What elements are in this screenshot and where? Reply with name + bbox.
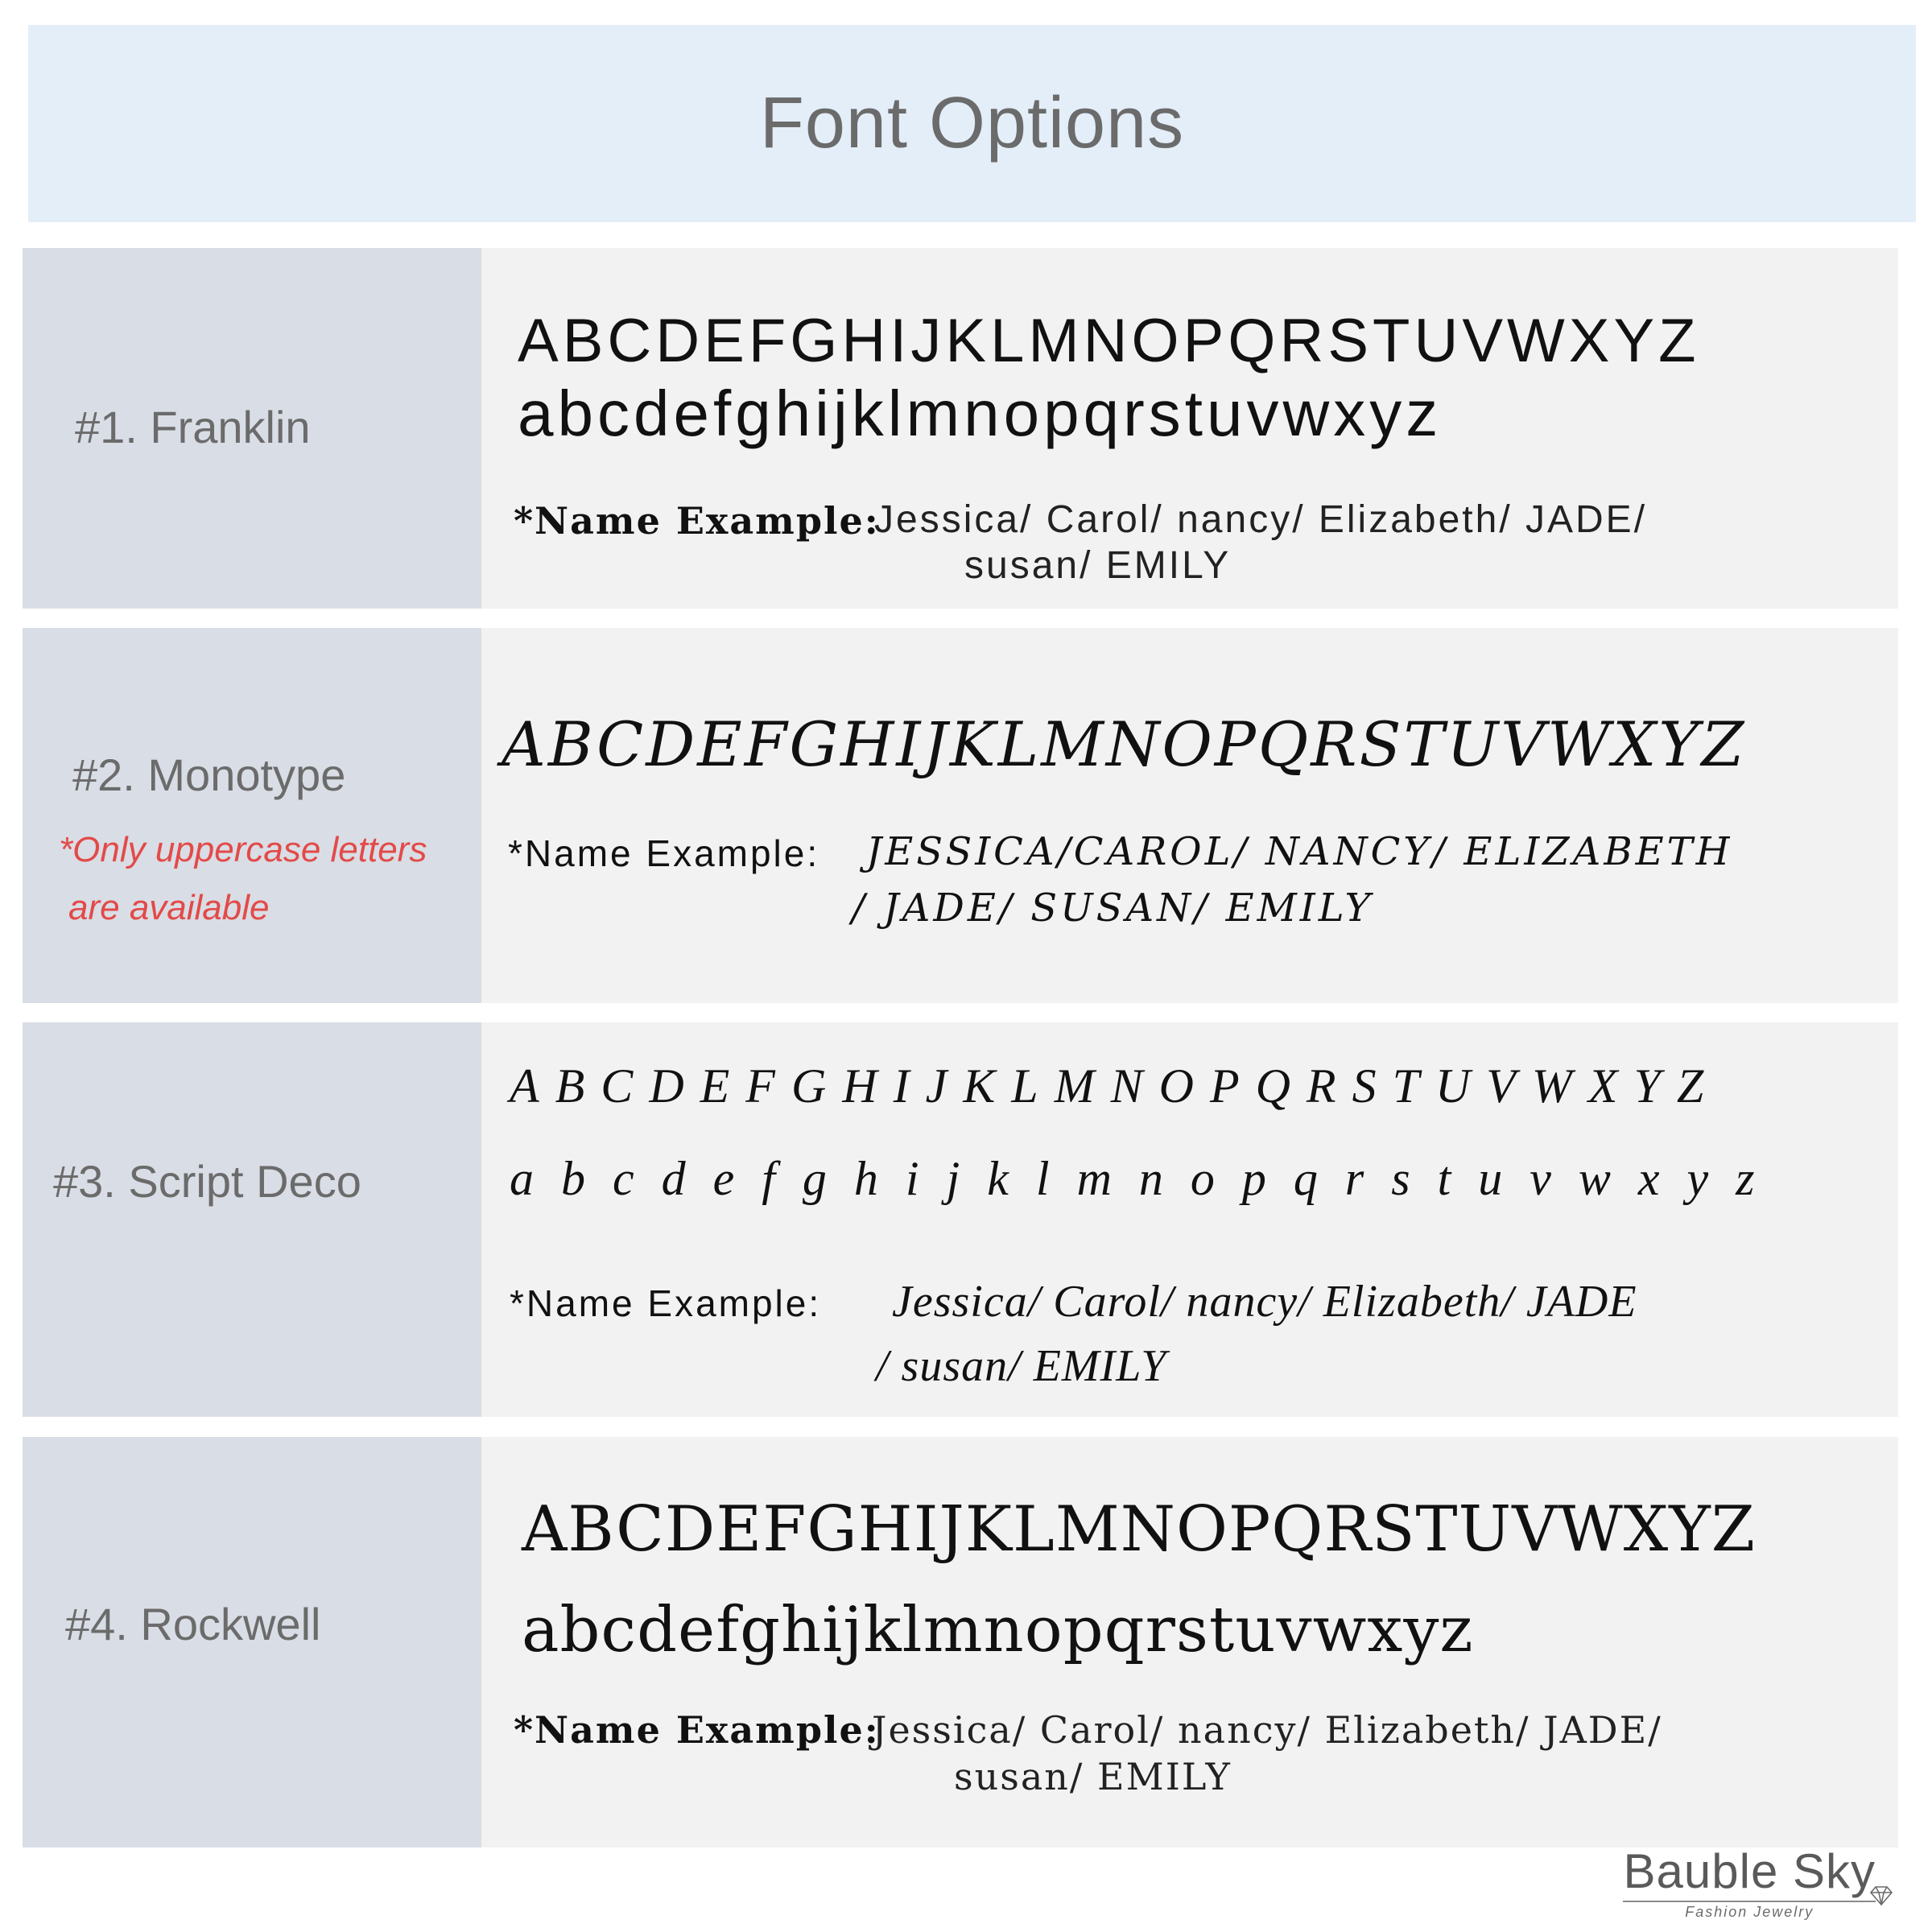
name-example-line1: Jessica/ Carol/ nancy/ Elizabeth/ JADE/: [874, 498, 1648, 541]
lowercase-sample: abcdefghijklmnopqrstuvwxyz: [518, 378, 1443, 449]
font-label-cell: [23, 628, 481, 1003]
font-label-cell: [23, 1437, 481, 1847]
font-name: #2. Monotype: [72, 749, 346, 800]
name-example-line2: / JADE/ SUSAN/ EMILY: [852, 886, 1374, 931]
font-label-cell: [23, 1022, 481, 1417]
font-option-monotype: [23, 628, 1898, 1003]
uppercase-only-note-cont: are available: [68, 888, 270, 927]
font-name: #3. Script Deco: [53, 1156, 361, 1207]
name-example-line2: susan/ EMILY: [954, 1755, 1232, 1798]
font-sample-cell: [481, 248, 1898, 609]
name-example-label: *Name Example:: [510, 1282, 822, 1324]
font-option-franklin: [23, 248, 1898, 609]
lowercase-sample: abcdefghijklmnopqrstuvwxyz: [510, 1152, 1782, 1205]
font-sample-cell: [481, 1437, 1898, 1847]
diamond-icon: [1869, 1885, 1893, 1910]
header-banner: [28, 25, 1916, 222]
brand-name: Bauble Sky: [1623, 1844, 1876, 1898]
name-example-label: *Name Example:: [514, 1708, 880, 1752]
lowercase-sample: abcdefghijklmnopqrstuvwxyz: [522, 1594, 1474, 1666]
uppercase-sample: ABCDEFGHIJKLMNOPQRSTUVWXYZ: [502, 708, 1747, 780]
name-example-line2: / susan/ EMILY: [876, 1341, 1167, 1391]
name-example-line1: Jessica/ Carol/ nancy/ Elizabeth/ JADE/: [872, 1708, 1662, 1752]
uppercase-sample: ABCDEFGHIJKLMNOPQRSTUVWXYZ: [518, 307, 1700, 375]
uppercase-sample: ABCDEFGHIJKLMNOPQRSTUVWXYZ: [510, 1059, 1720, 1113]
page-title: Font Options: [759, 83, 1185, 163]
font-option-rockwell: [23, 1437, 1898, 1847]
font-sample-cell: [481, 628, 1898, 1003]
font-name: #1. Franklin: [75, 402, 311, 452]
font-name: #4. Rockwell: [65, 1599, 321, 1649]
font-option-script-deco: [23, 1022, 1898, 1417]
font-sample-cell: [481, 1022, 1898, 1417]
font-label-cell: [23, 248, 481, 609]
name-example-label: *Name Example:: [514, 499, 880, 543]
uppercase-only-note: *Only uppercase letters: [59, 830, 427, 869]
name-example-line1: JESSICA/CAROL/ NANCY/ ELIZABETH: [866, 829, 1733, 874]
brand-tagline: Fashion Jewelry: [1623, 1901, 1876, 1921]
name-example-line1: Jessica/ Carol/ nancy/ Elizabeth/ JADE: [892, 1277, 1637, 1327]
name-example-line2: susan/ EMILY: [964, 544, 1232, 587]
uppercase-sample: ABCDEFGHIJKLMNOPQRSTUVWXYZ: [522, 1493, 1756, 1566]
brand-logo: [1623, 1843, 1876, 1921]
name-example-label: *Name Example:: [508, 832, 820, 874]
